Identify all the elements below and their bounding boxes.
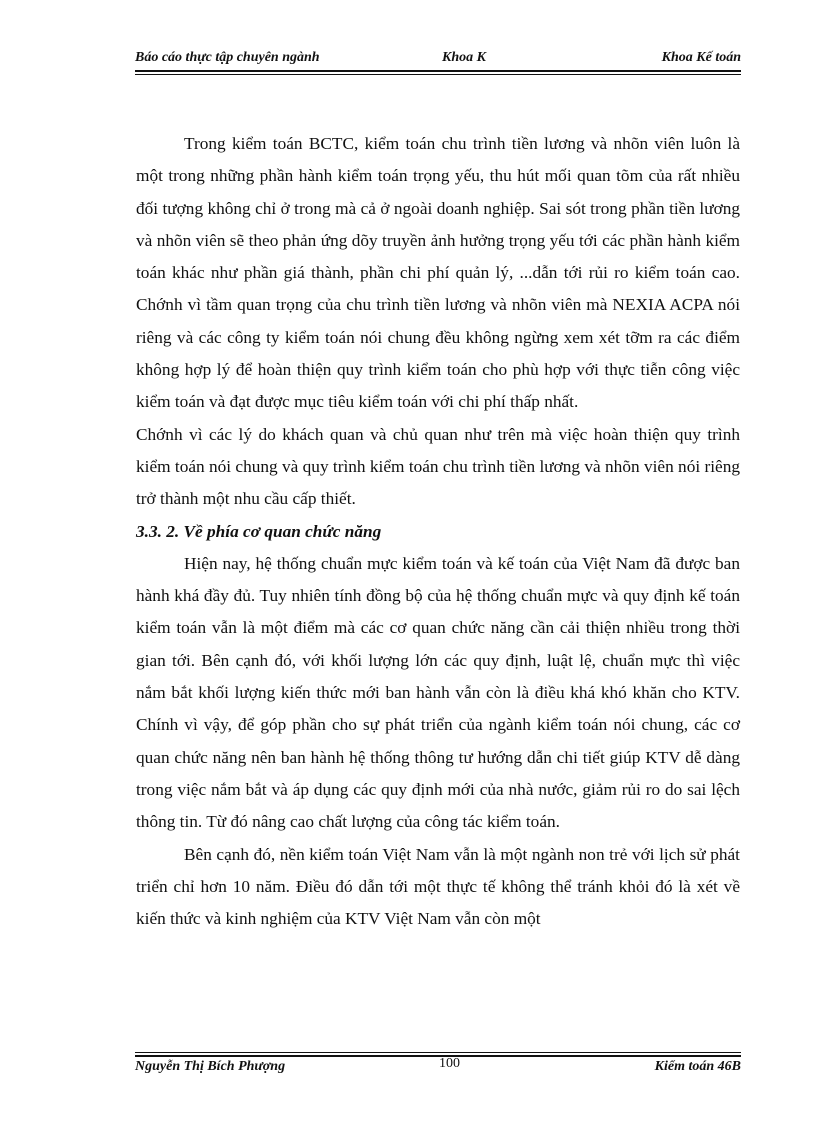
paragraph-4: Bên cạnh đó, nền kiểm toán Việt Nam vẫn là một ngành non trẻ với lịch sử phát triển chỉ hơn 10 năm. Điều đó dẫn tới một thực tế không thể tránh khỏi đó là xét về kiến thức và kinh nghiệm của KTV Việt Nam vẫn còn một bbox=[136, 844, 740, 929]
header-faculty-short: Khoa K bbox=[442, 50, 486, 65]
footer-author: Nguyễn Thị Bích Phượng bbox=[135, 1059, 286, 1074]
header-faculty: Khoa Kế toán bbox=[661, 50, 741, 65]
page-number: 100 bbox=[439, 1056, 460, 1071]
paragraph-3: Hiện nay, hệ thống chuẩn mực kiểm toán và kế toán của Việt Nam đã được ban hành khá đầy đủ. Tuy nhiên tính đồng bộ của hệ thống chuẩn mực và quy định kế toán kiểm toán vẫn là một điểm mà các cơ quan chức năng cần cải thiện nhiều trong thời gian tới. Bên cạnh đó, với khối lượng lớn các quy định, luật lệ, chuẩn mực thì việc nắm bắt khối lượng kiến thức mới ban hành vẫn còn là điều khá khó khăn cho KTV. Chính vì vậy, để góp phần cho sự phát triển của ngành kiểm toán nói chung, các cơ quan chức năng nên ban hành hệ thống thông tư hướng dẫn chi tiết giúp KTV dễ dàng trong việc nắm bắt và áp dụng các quy định mới của nhà nước, giảm rủi ro do sai lệch thông tin. Từ đó nâng cao chất lượng của công tác kiểm toán. bbox=[136, 553, 740, 832]
document-body bbox=[136, 128, 740, 935]
page-footer bbox=[135, 1056, 741, 1078]
header-report-title: Báo cáo thực tập chuyên ngành bbox=[135, 50, 320, 65]
paragraph-2: Chớnh vì các lý do khách quan và chủ quan như trên mà việc hoàn thiện quy trình kiểm toán nói chung và quy trình kiểm toán chu trình tiền lương và nhõn viên nói riêng trở thành một nhu cầu cấp thiết. bbox=[136, 424, 740, 509]
footer-rule-thin bbox=[135, 1052, 741, 1053]
paragraph-1: Trong kiểm toán BCTC, kiểm toán chu trình tiền lương và nhõn viên luôn là một trong những phần hành kiểm toán trọng yếu, thu hút mối quan tõm của rất nhiều đối tượng không chỉ ở trong mà cả ở ngoài doanh nghiệp. Sai sót trong phần tiền lương và nhõn viên sẽ theo phản ứng dõy truyền ảnh hưởng trọng yếu tới các phần hành kiểm toán khác như phần giá thành, phần chi phí quản lý, ...dẫn tới rủi ro kiểm toán cao. Chớnh vì tầm quan trọng của chu trình tiền lương và nhõn viên mà NEXIA ACPA nói riêng và các công ty kiểm toán nói chung đều không ngừng xem xét tỡm ra các điểm không hợp lý để hoàn thiện quy trình kiểm toán cho phù hợp với thực tiễn công việc kiểm toán và đạt được mục tiêu kiểm toán với chi phí thấp nhất. bbox=[136, 134, 740, 412]
footer-class: Kiểm toán 46B bbox=[654, 1059, 741, 1074]
section-heading: 3.3. 2. Về phía cơ quan chức năng bbox=[136, 521, 382, 541]
header-rule-thick bbox=[135, 70, 741, 72]
header-rule-thin bbox=[135, 74, 741, 75]
page-header bbox=[135, 50, 741, 70]
